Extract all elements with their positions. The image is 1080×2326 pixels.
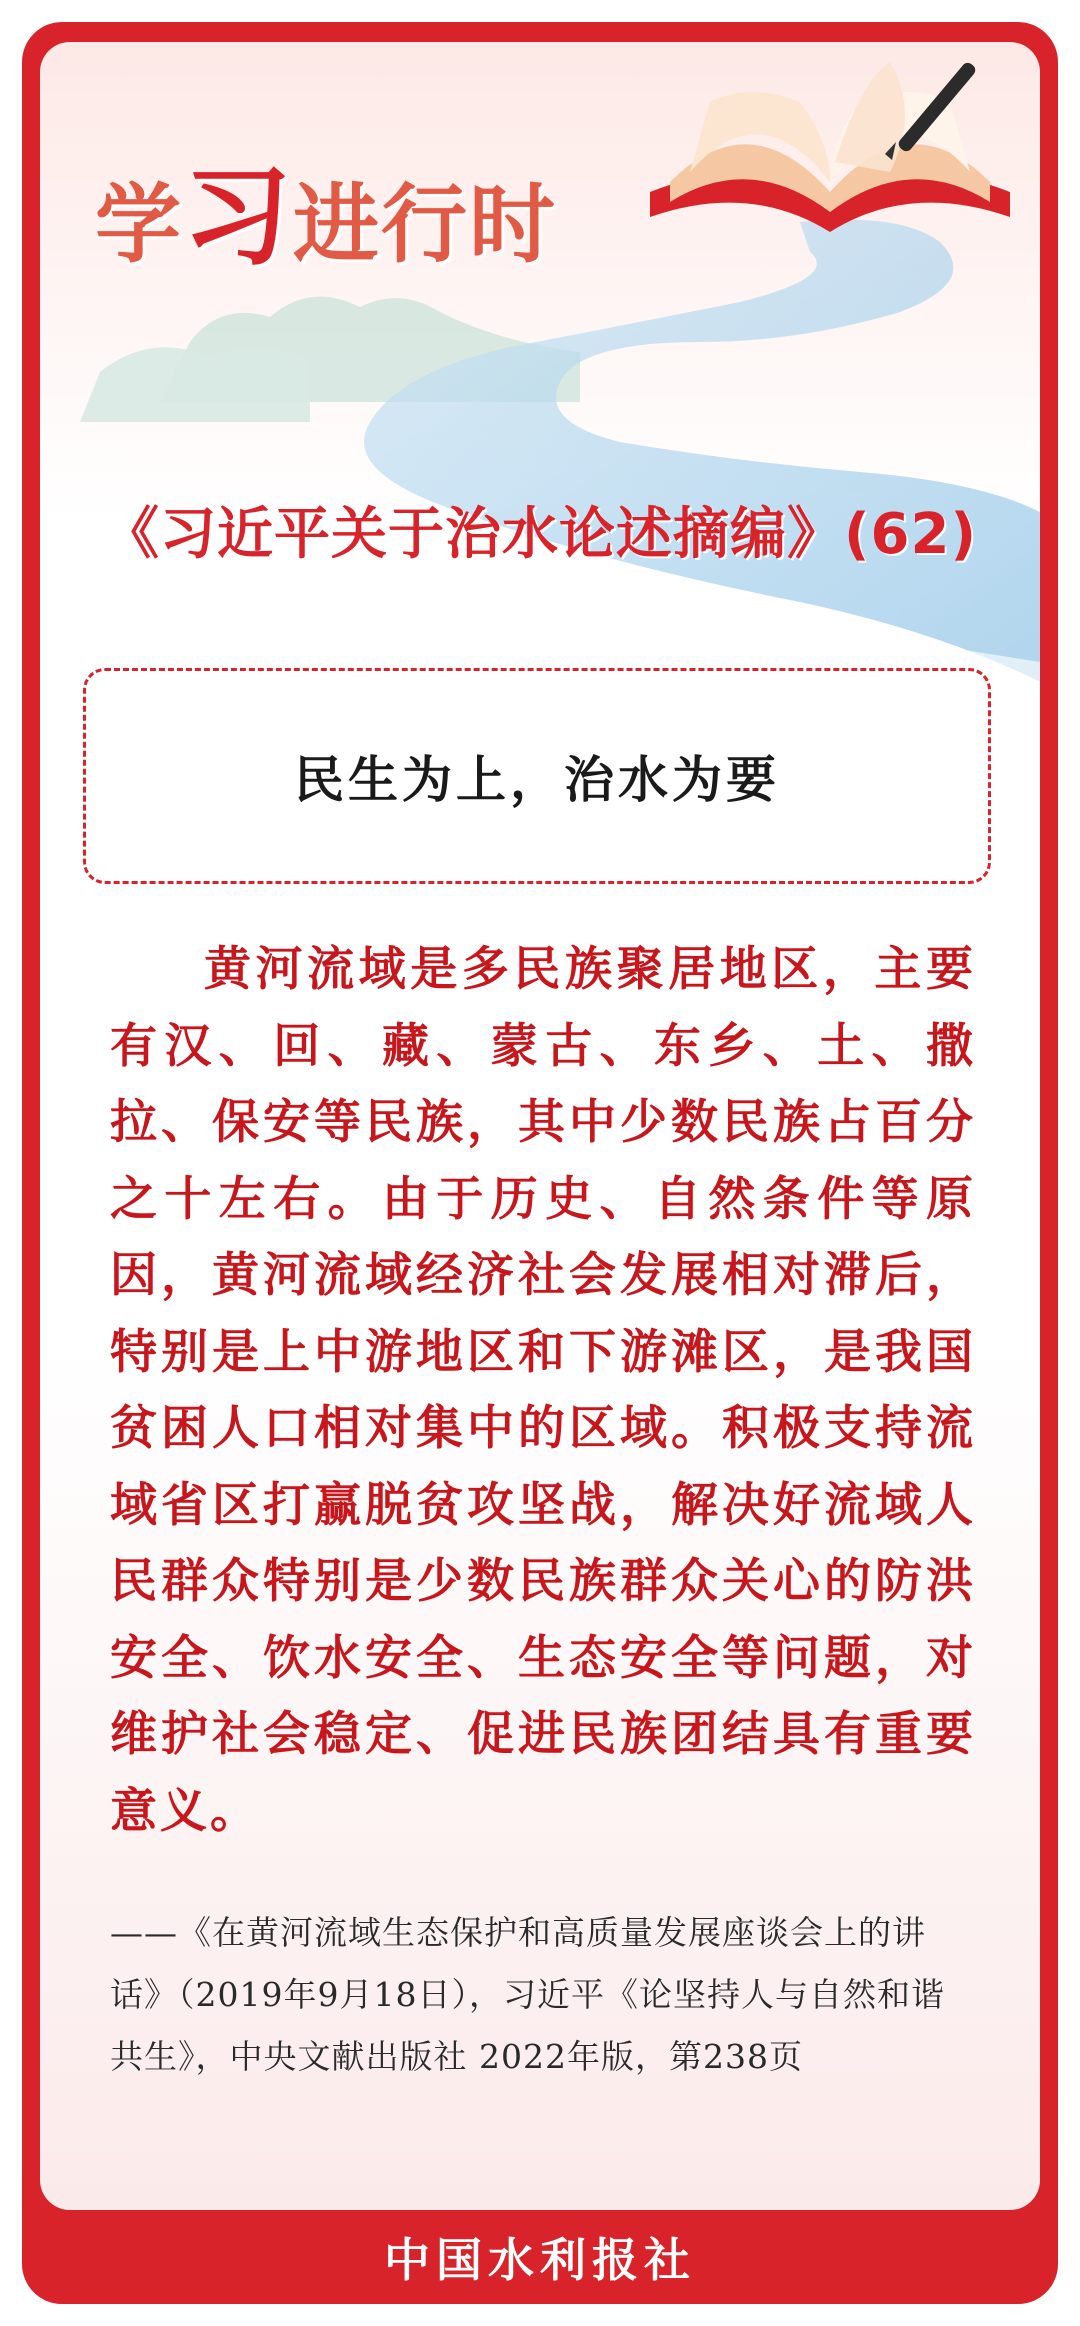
header-title-part1: 学	[95, 175, 183, 275]
subtitle-box	[83, 668, 991, 884]
series-title: 《习近平关于治水论述摘编》(62)	[102, 502, 978, 567]
book-pen-icon	[630, 42, 1030, 262]
content-panel	[40, 42, 1040, 2210]
subtitle: 民生为上，治水为要	[294, 750, 780, 809]
body-paragraph: 黄河流域是多民族聚居地区，主要有汉、回、藏、蒙古、东乡、土、撒拉、保安等民族，其中少数民族占百分之十左右。由于历史、自然条件等原因，黄河流域经济社会发展相对滞后，特别是上中游地区和下游滩区，是我国贫困人口相对集中的区域。积极支持流域省区打赢脱贫攻坚战，解决好流域人民群众特别是少数民族群众关心的防洪安全、饮水安全、生态安全等问题，对维护社会稳定、促进民族团结具有重要意义。	[110, 942, 976, 1839]
footer-publisher: 中国水利报社	[384, 2233, 696, 2287]
source-citation: ——《在黄河流域生态保护和高质量发展座谈会上的讲话》（2019年9月18日），习近平《论坚持人与自然和谐共生》，中央文献出版社 2022年版，第238页	[110, 1913, 945, 2076]
header-title-big: 习	[183, 155, 294, 280]
header-title-part2: 进行时	[293, 175, 558, 275]
header-title	[95, 130, 557, 285]
